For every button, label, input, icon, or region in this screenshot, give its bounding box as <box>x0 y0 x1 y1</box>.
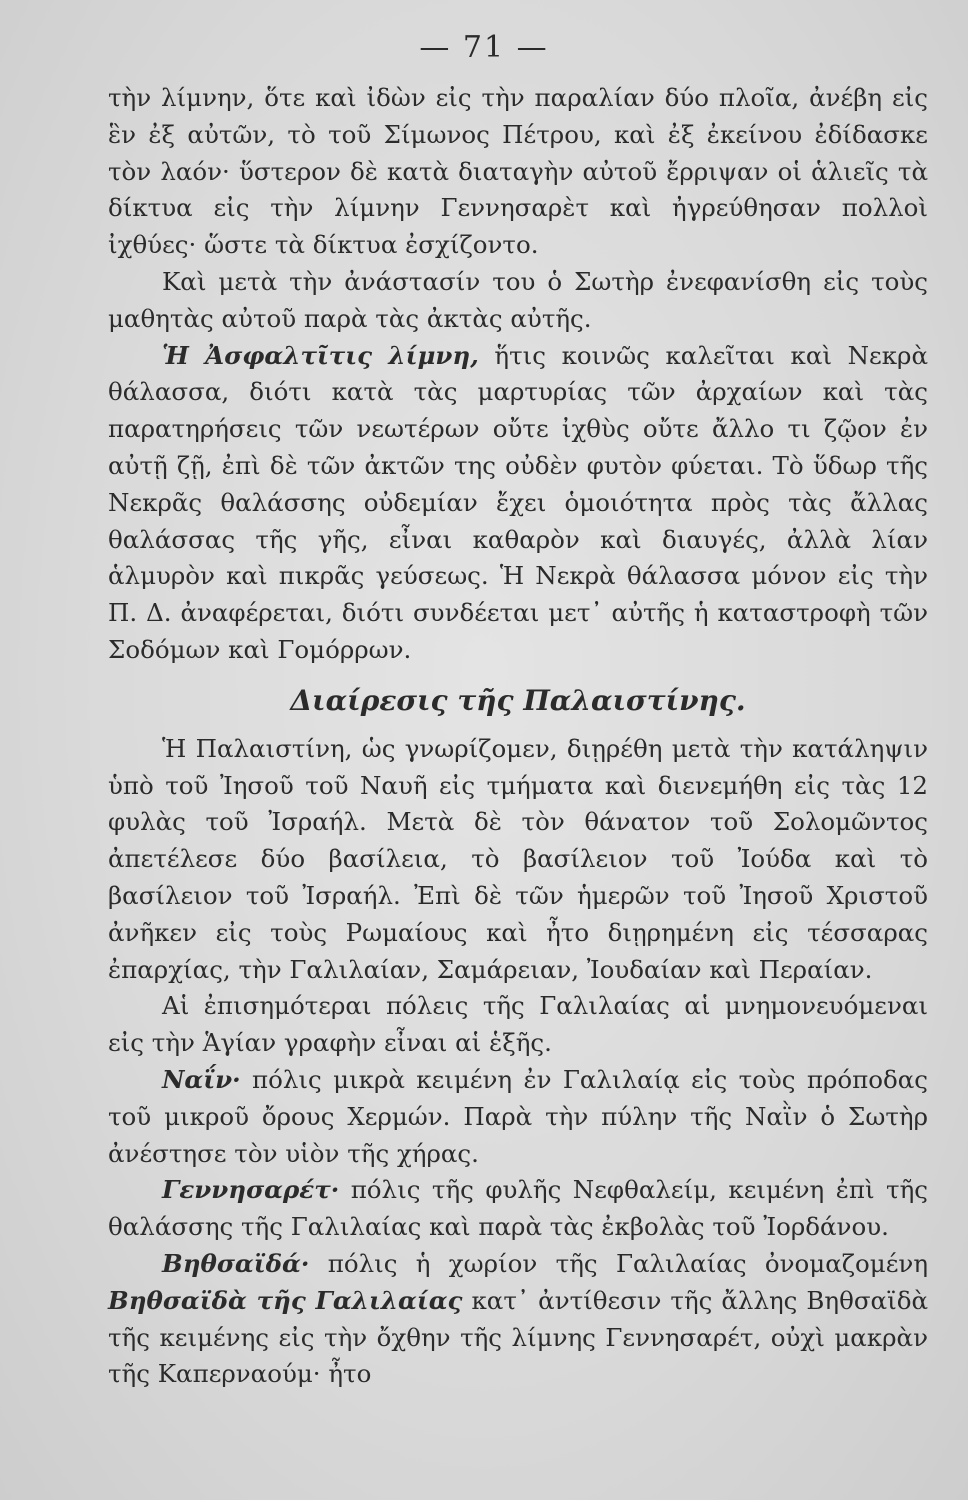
section-heading: Διαίρεσις τῆς Παλαιστίνης. <box>290 683 746 717</box>
gennesaret-text: πόλις τῆς φυλῆς Νεφθαλείμ, κειμένη ἐπὶ τῆς θαλάσσης τῆς Γαλιλαίας καὶ παρὰ τὰς ἐκβολὰς τοῦ Ἰορδάνου. <box>108 1175 928 1242</box>
paragraph-gennesaret <box>108 1172 928 1246</box>
dead-sea-text: ἥτις κοινῶς καλεῖται καὶ Νεκρὰ θάλασσα, διότι κατὰ τὰς μαρτυρίας τῶν ἀρχαίων καὶ τὰς παρατηρήσεις τῶν νεωτέρων οὔτε ἰχθὺς οὔτε ἄλλο τι ζῷον ἐν αὐτῇ ζῇ, ἐπὶ δὲ τῶν ἀκτῶν της οὐδὲν φυτὸν φύεται. Τὸ ὕδωρ τῆς Νεκρᾶς θαλάσσης οὐδεμίαν ἔχει ὁμοιότητα πρὸς τὰς ἄλλας θαλάσσας τῆς γῆς, εἶναι καθαρὸν καὶ διαυγές, ἀλλὰ λίαν ἁλμυρὸν καὶ πικρᾶς γεύσεως. Ἡ Νεκρὰ θάλασσα μόνον εἰς τὴν Π. Δ. ἀναφέρεται, διότι συνδέεται μετ᾿ αὐτῆς ἡ καταστροφὴ τῶν Σοδόμων καὶ Γομόρρων. <box>108 340 928 664</box>
term-asphaltitis: Ἡ Ἀσφαλτῖτις λίμνη, <box>162 340 479 370</box>
paragraph-resurrection: Καὶ μετὰ τὴν ἀνάστασίν του ὁ Σωτὴρ ἐνεφανίσθη εἰς τοὺς μαθητὰς αὐτοῦ παρὰ τὰς ἀκτὰς αὐτῆς. <box>108 266 928 333</box>
term-bethsaida: Βηθσαϊδά· <box>162 1248 310 1278</box>
page-number: — 71 — <box>419 30 549 65</box>
paragraph-division: Ἡ Παλαιστίνη, ὡς γνωρίζομεν, διῃρέθη μετὰ τὴν κατάληψιν ὑπὸ τοῦ Ἰησοῦ τοῦ Ναυῆ εἰς τμήματα καὶ διενεμήθη εἰς τὰς 12 φυλὰς τοῦ Ἰσραήλ. Μετὰ δὲ τὸν θάνατον τοῦ Σολομῶντος ἀπετέλεσε δύο βασίλεια, τὸ βασίλειον τοῦ Ἰούδα καὶ τὸ βασίλειον τοῦ Ἰσραήλ. Ἐπὶ δὲ τῶν ἡμερῶν τοῦ Ἰησοῦ Χριστοῦ ἀνῆκεν εἰς τοὺς Ρωμαίους καὶ ἦτο διῃρημένη εἰς τέσσαρας ἐπαρχίας, τὴν Γαλιλαίαν, Σαμάρειαν, Ἰουδαίαν καὶ Περαίαν. <box>108 733 928 984</box>
bethsaida-text-a: πόλις ἡ χωρίον τῆς Γαλιλαίας ὀνομαζομένη <box>309 1248 928 1278</box>
term-nain: Ναΐν· <box>162 1064 241 1094</box>
paragraph-nain <box>108 1062 928 1172</box>
body-text <box>108 80 928 1393</box>
nain-text: πόλις μικρὰ κειμένη ἐν Γαλιλαίᾳ εἰς τοὺς πρόποδας τοῦ μικροῦ ὄρους Χερμών. Παρὰ τὴν πύλην τῆς Ναῒν ὁ Σωτὴρ ἀνέστησε τὸν υἱὸν τῆς χήρας. <box>108 1064 928 1168</box>
paragraph-cities-intro: Αἱ ἐπισημότεραι πόλεις τῆς Γαλιλαίας αἱ μνημονευόμεναι εἰς τὴν Ἁγίαν γραφὴν εἶναι αἱ ἑξῆς. <box>108 991 928 1058</box>
paragraph-lake-gennesaret: τὴν λίμνην, ὅτε καὶ ἰδὼν εἰς τὴν παραλίαν δύο πλοῖα, ἀνέβη εἰς ἓν ἐξ αὐτῶν, τὸ τοῦ Σίμωνος Πέτρου, καὶ ἐξ ἐκείνου ἐδίδασκε τὸν λαόν· ὕστερον δὲ κατὰ διαταγὴν αὐτοῦ ἔρριψαν οἱ ἁλιεῖς τὰ δίκτυα εἰς τὴν λίμνην Γεννησαρὲτ καὶ ἠγρεύθησαν πολλοὶ ἰχθύες· ὥστε τὰ δίκτυα ἐσχίζοντο. <box>108 83 928 260</box>
bethsaida-text-b: κατ᾿ ἀντίθεσιν τῆς ἄλλης Βηθσαϊδὰ τῆς κειμένης εἰς τὴν ὄχθην τῆς λίμνης Γεννησαρέτ, οὐχὶ μακρὰν τῆς Καπερναούμ· ἦτο <box>108 1285 928 1389</box>
paragraph-dead-sea <box>108 338 928 669</box>
paragraph-bethsaida <box>108 1246 928 1393</box>
term-bethsaida-galilee: Βηθσαϊδὰ τῆς Γαλιλαίας <box>108 1285 463 1315</box>
term-gennesaret: Γεννησαρέτ· <box>162 1175 340 1205</box>
